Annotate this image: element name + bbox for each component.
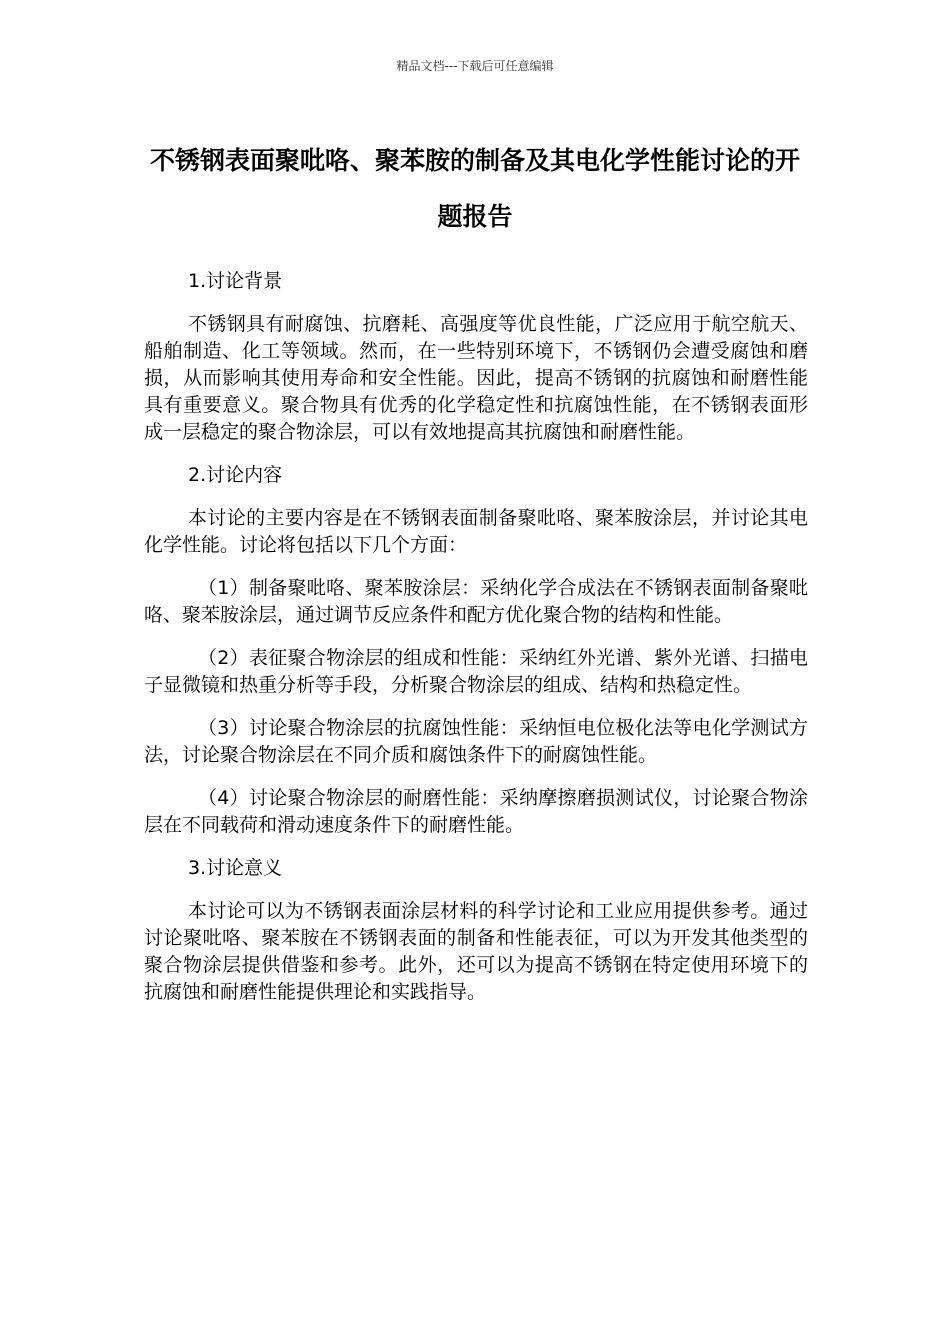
section-heading: 2.讨论内容 — [188, 464, 283, 486]
list-item: （2）表征聚合物涂层的组成和性能：采纳红外光谱、紫外光谱、扫描电子显微镜和热重分析等手段，分析聚合物涂层的组成、结构和热稳定性。 — [144, 647, 808, 696]
section-paragraph: 本讨论可以为不锈钢表面涂层材料的科学讨论和工业应用提供参考。通过讨论聚吡咯、聚苯胺在不锈钢表面的制备和性能表征，可以为开发其他类型的聚合物涂层提供借鉴和参考。此外，还可以为提高不锈钢在特定使用环境下的抗腐蚀和耐磨性能提供理论和实践指导。 — [144, 900, 808, 1003]
list-item: （1）制备聚吡咯、聚苯胺涂层：采纳化学合成法在不锈钢表面制备聚吡咯、聚苯胺涂层，通过调节反应条件和配方优化聚合物的结构和性能。 — [144, 577, 808, 626]
section-content — [144, 462, 808, 839]
section-heading: 3.讨论意义 — [188, 857, 283, 879]
document-title: 不锈钢表面聚吡咯、聚苯胺的制备及其电化学性能讨论的开题报告 — [149, 146, 800, 231]
section-paragraph: 不锈钢具有耐腐蚀、抗磨耗、高强度等优良性能，广泛应用于航空航天、船舶制造、化工等领域。然而，在一些特别环境下，不锈钢仍会遭受腐蚀和磨损，从而影响其使用寿命和安全性能。因此，提高不锈钢的抗腐蚀和耐磨性能具有重要意义。聚合物具有优秀的化学稳定性和抗腐蚀性能，在不锈钢表面形成一层稳定的聚合物涂层，可以有效地提高其抗腐蚀和耐磨性能。 — [144, 313, 808, 443]
page-header-note: 精品文档---下载后可任意编辑 — [396, 59, 554, 73]
section-heading: 1.讨论背景 — [188, 270, 283, 292]
list-item: （3）讨论聚合物涂层的抗腐蚀性能：采纳恒电位极化法等电化学测试方法，讨论聚合物涂层在不同介质和腐蚀条件下的耐腐蚀性能。 — [144, 717, 808, 766]
document-body — [144, 268, 808, 1022]
section-paragraph: 本讨论的主要内容是在不锈钢表面制备聚吡咯、聚苯胺涂层，并讨论其电化学性能。讨论将包括以下几个方面： — [144, 507, 808, 556]
list-item: （4）讨论聚合物涂层的耐磨性能：采纳摩擦磨损测试仪，讨论聚合物涂层在不同载荷和滑动速度条件下的耐磨性能。 — [144, 787, 808, 836]
section-significance — [144, 855, 808, 1006]
section-background — [144, 268, 808, 446]
